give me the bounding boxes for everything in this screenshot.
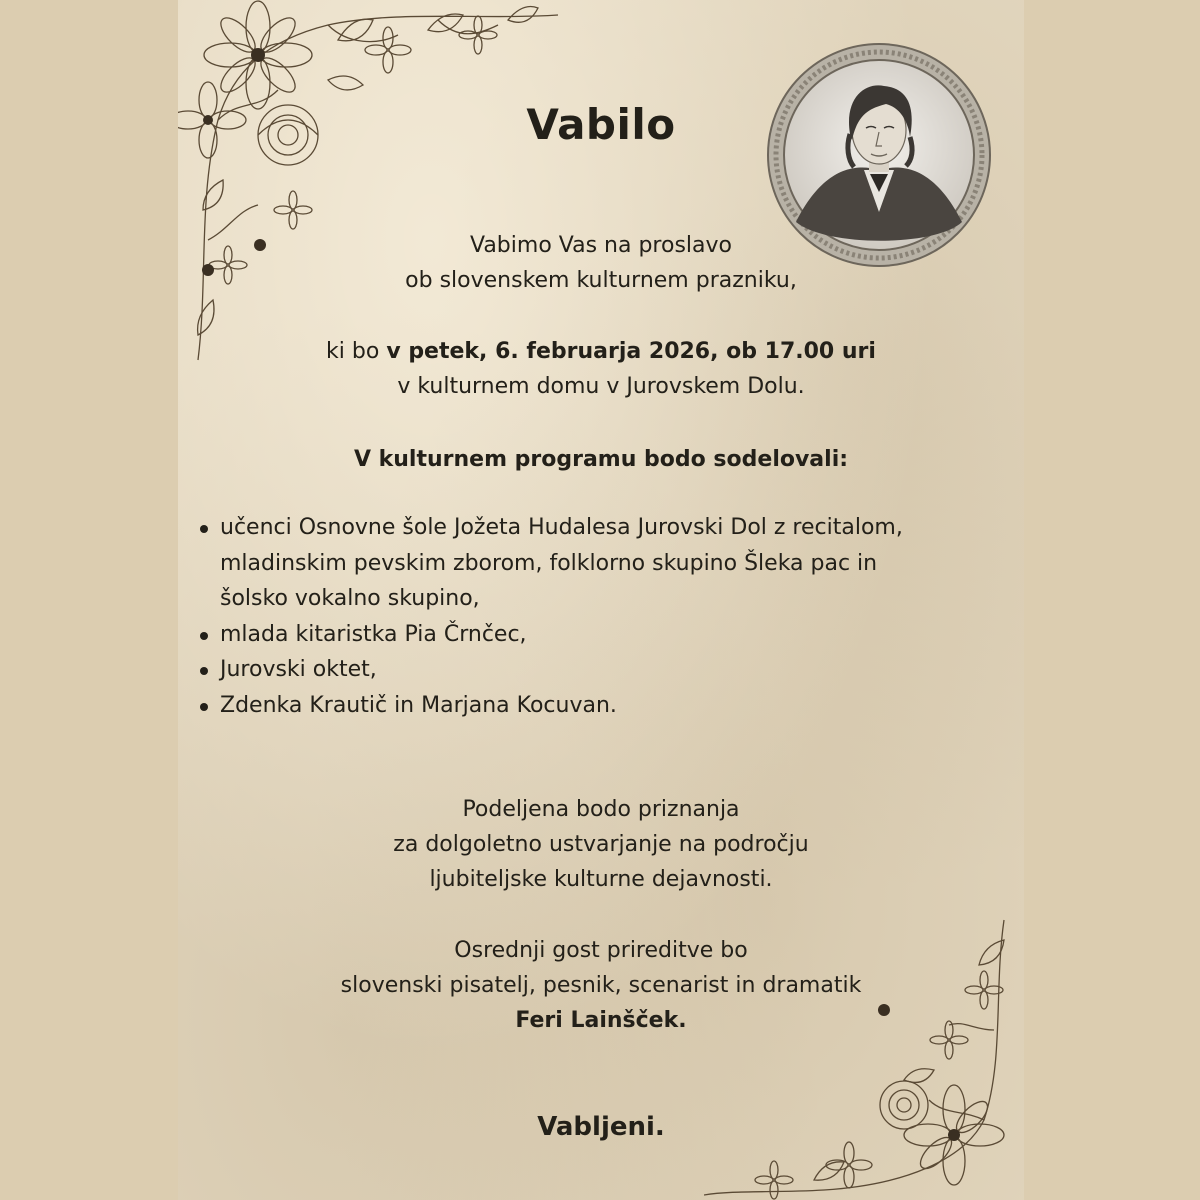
event-details <box>178 334 1024 404</box>
floral-corner-top-left-icon <box>178 0 578 370</box>
list-item-line: mladinskim pevskim zborom, folklorno skupino Šleka pac in <box>220 550 878 576</box>
event-prefix: ki bo <box>326 339 387 364</box>
list-item-line: Zdenka Krautič in Marjana Kocuvan. <box>220 692 617 718</box>
list-item-line: mlada kitaristka Pia Črnčec, <box>220 621 527 647</box>
closing-text: Vabljeni. <box>537 1112 665 1142</box>
list-item-line: šolsko vokalno skupino, <box>220 586 480 611</box>
event-venue: v kulturnem domu v Jurovskem Dolu. <box>397 374 805 399</box>
intro-line: ob slovenskem kulturnem prazniku, <box>405 268 797 293</box>
awards-text <box>178 792 1024 897</box>
guest-line: Osrednji gost prireditve bo <box>454 938 748 963</box>
list-item-line: učenci Osnovne šole Jožeta Hudalesa Jurovski Dol z recitalom, <box>220 515 903 540</box>
event-datetime: v petek, 6. februarja 2026, ob 17.00 uri <box>386 339 876 364</box>
awards-line: za dolgoletno ustvarjanje na področju <box>393 832 809 857</box>
intro-text <box>178 228 1024 298</box>
awards-line: ljubiteljske kulturne dejavnosti. <box>429 867 773 892</box>
guest-name: Feri Lainšček. <box>515 1008 687 1033</box>
program-heading: V kulturnem programu bodo sodelovali: <box>353 447 849 472</box>
invitation-paper <box>178 0 1024 1200</box>
list-item <box>198 617 1018 653</box>
guest-text <box>178 933 1024 1038</box>
list-item <box>198 688 1018 724</box>
participants-list <box>198 510 1018 723</box>
page-title: Vabilo <box>526 100 676 149</box>
list-item-line: Jurovski oktet, <box>220 657 377 682</box>
event-date-line <box>178 334 1024 369</box>
list-item <box>198 510 1018 617</box>
list-item <box>198 652 1018 688</box>
awards-line: Podeljena bodo priznanja <box>462 797 740 822</box>
intro-line: Vabimo Vas na proslavo <box>469 233 732 258</box>
guest-line: slovenski pisatelj, pesnik, scenarist in dramatik <box>340 973 862 998</box>
